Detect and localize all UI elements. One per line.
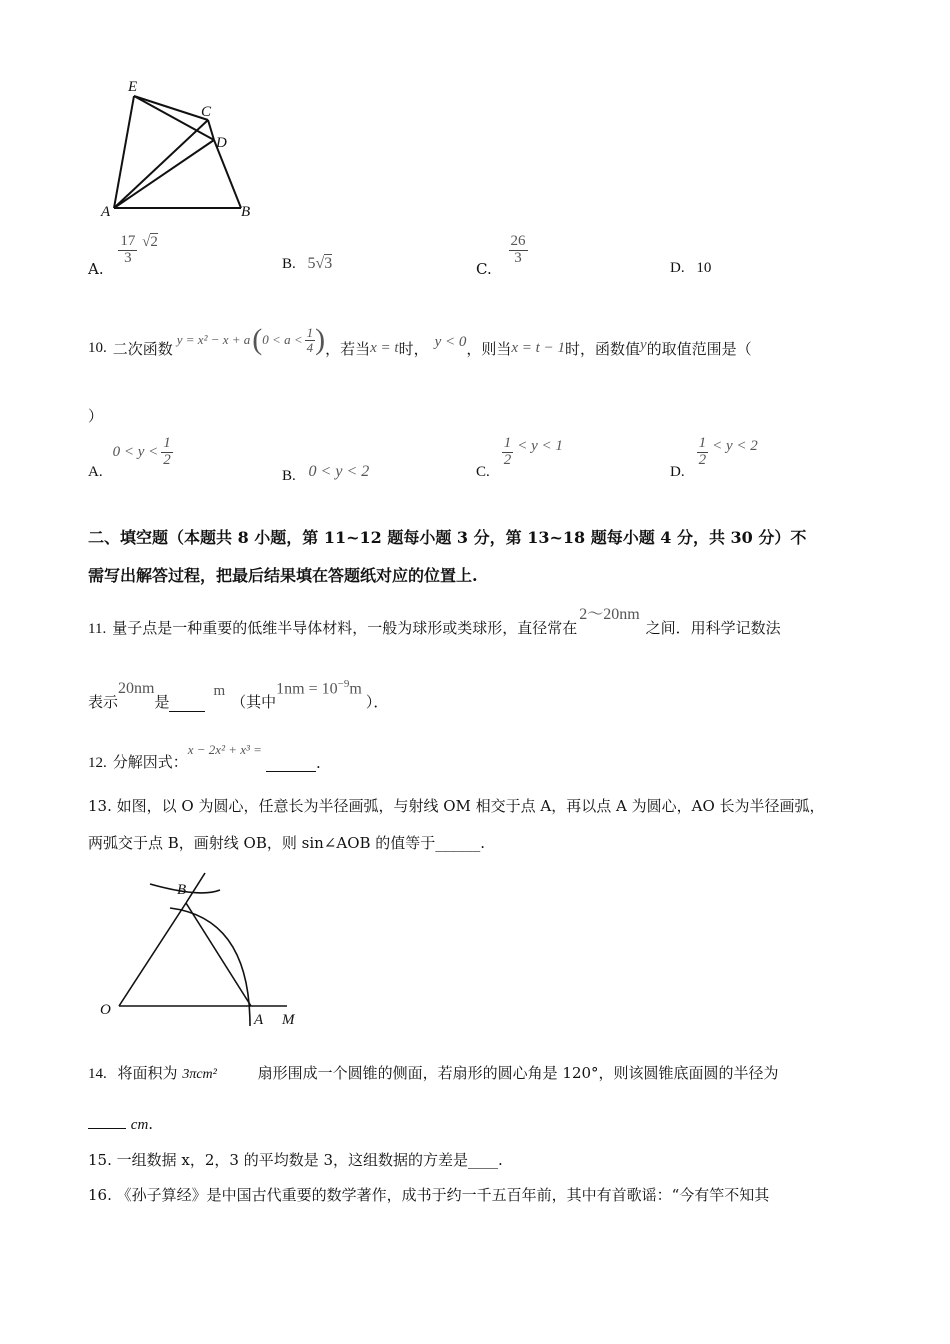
answer-blank[interactable] [88, 1114, 126, 1129]
q9-option-c[interactable] [476, 233, 528, 279]
label-b: B [241, 204, 251, 220]
q14-end: . [148, 1115, 154, 1133]
option-label: B. [282, 256, 296, 272]
option-label: C. [476, 260, 492, 279]
q11-unit: m [213, 683, 226, 699]
q14-text-1: 将面积为 [117, 1064, 178, 1082]
q10-option-c[interactable] [476, 435, 563, 480]
q14-line-1 [88, 1062, 779, 1083]
option-label: D. [670, 463, 685, 480]
figure-q9 [95, 70, 275, 220]
q11-text-3: 表示 [88, 693, 119, 711]
option-label: B. [282, 468, 296, 484]
option-expression: 0 < y < 2 [308, 463, 370, 480]
section-2-heading-line-1: 二、填空题（本题共 8 小题，第 11~12 题每小题 3 分，第 13~18 题每小题 4 分，共 30 分）不 [88, 528, 807, 547]
fraction-numerator: 1 [503, 435, 512, 451]
q10-x-eq-t-1: x = t − 1 [511, 339, 565, 356]
q11-equation-unit: m [349, 680, 362, 697]
label-m: M [282, 1012, 295, 1028]
q15-line: 15. 一组数据 x，2，3 的平均数是 3，这组数据的方差是____. [88, 1151, 503, 1169]
radicand: 2 [150, 234, 158, 251]
segment-ab [186, 903, 251, 1006]
q10-condition: 0 < a < [262, 332, 303, 347]
option-expression: 0 < y < [112, 443, 159, 460]
q10-y: y [639, 336, 647, 353]
label-e: E [128, 79, 138, 95]
q11-exponent: −9 [337, 677, 350, 690]
q10-option-d[interactable] [670, 435, 758, 480]
q14-line-2 [88, 1114, 153, 1134]
q11-value: 20nm [118, 680, 155, 697]
fraction-denominator: 3 [514, 249, 522, 266]
answer-blank[interactable] [169, 697, 205, 712]
q14-area: 3πcm² [182, 1067, 217, 1082]
q10-text-2: ，若当 [325, 339, 371, 358]
coefficient: 5 [307, 255, 316, 272]
fraction-denominator: 4 [306, 339, 314, 355]
fraction-denominator: 2 [163, 451, 171, 468]
q10-option-b[interactable] [282, 462, 370, 484]
fraction-denominator: 2 [698, 451, 707, 468]
q12-text-1: 分解因式： [112, 753, 188, 771]
fraction-denominator: 3 [124, 249, 132, 266]
q11-line-1 [88, 598, 781, 638]
question-number: 12. [88, 755, 107, 771]
q12-end: . [315, 754, 321, 772]
fraction-denominator: 2 [503, 451, 512, 468]
q10-text-1: 二次函数 [112, 339, 173, 358]
q16-line: 16. 《孙子算经》是中国古代重要的数学著作，成书于约一千五百年前，其中有首歌谣：“今有竿不知其 [88, 1186, 770, 1204]
q10-option-a[interactable] [88, 435, 173, 480]
question-number: 14. [88, 1066, 107, 1082]
label-d: D [216, 135, 227, 151]
q10-function: y = x² − x + a [176, 332, 251, 347]
question-number: 10. [88, 339, 107, 356]
q14-text-2: 扇形围成一个圆锥的侧面，若扇形的圆心角是 120°，则该圆锥底面圆的半径为 [257, 1064, 779, 1082]
label-a: A [101, 204, 111, 220]
q10-text-3: 时， [398, 339, 429, 358]
q11-line-2 [88, 672, 388, 712]
q9-option-a[interactable]: A. $\frac{17}{3}$ √2 [88, 233, 158, 279]
segment-ob [119, 903, 186, 1006]
option-label: D. [670, 260, 685, 276]
q10-x-eq-t: x = t [370, 339, 399, 356]
option-expression: < y < 2 [712, 437, 758, 454]
q10-text-5: 时，函数值 [564, 339, 640, 358]
q11-text-1: 量子点是一种重要的低维半导体材料，一般为球形或类球形，直径常在 [112, 619, 578, 637]
q13-line-2: 两弧交于点 B，画射线 OB，则 sin∠AOB 的值等于______. [88, 834, 486, 852]
segment-ad [114, 140, 214, 208]
q11-equation: 1nm = 10 [276, 680, 338, 697]
label-b: B [177, 882, 187, 898]
figure-q13 [90, 868, 320, 1033]
q10-text-6: 的取值范围是（ [646, 339, 752, 358]
option-value: 10 [696, 260, 712, 276]
q13-line-1: 13. 如图，以 O 为圆心，任意长为半径画弧，与射线 OM 相交于点 A，再以点 A 为圆心，AO 长为半径画弧， [88, 797, 825, 815]
option-label: A. [88, 260, 104, 279]
q11-text-2: 之间．用科学记数法 [645, 619, 781, 637]
q10-stem: 10. 二次函数 y = x² − x + a ( 0 < a < $\frac{1}{4}$ ) ，若当 x = t 时， y < 0 ，则当 x = t − 1 时，函数值 y 的取值范围是（ [88, 323, 752, 358]
q10-y-lt-0: y < 0 [434, 333, 467, 350]
q10-close-paren: ） [88, 407, 104, 425]
label-o: O [100, 1002, 111, 1018]
option-expression: < y < 1 [517, 437, 563, 454]
question-number: 11. [88, 621, 107, 637]
q14-unit: cm [130, 1117, 149, 1133]
fraction-numerator: 26 [510, 233, 526, 249]
section-2-heading-line-2: 需写出解答过程，把最后结果填在答题纸对应的位置上. [88, 566, 478, 585]
label-a: A [254, 1012, 264, 1028]
option-label: C. [476, 463, 490, 480]
fraction-numerator: 1 [163, 435, 171, 451]
q12-expression: x − 2x² + x³ = [187, 742, 262, 757]
q11-text-6: ）． [365, 693, 389, 711]
label-c: C [201, 104, 212, 120]
fraction-numerator: 1 [698, 435, 707, 451]
radicand: 3 [324, 255, 333, 272]
q11-range: 2～20nm [579, 606, 640, 623]
q11-text-4: 是 [154, 693, 170, 711]
arc-centered-a [170, 908, 250, 1026]
q11-text-5: （其中 [231, 693, 277, 711]
answer-blank[interactable] [266, 757, 316, 772]
q10-text-4: ，则当 [466, 339, 512, 358]
fraction-numerator: 1 [306, 324, 314, 340]
q9-option-d[interactable] [670, 260, 711, 277]
q9-option-b[interactable]: B. 5√3 [282, 255, 333, 272]
q12-line [88, 732, 321, 772]
fraction-numerator: 17 [120, 233, 136, 249]
ray-ob-extension [186, 873, 205, 903]
option-label: A. [88, 463, 103, 480]
